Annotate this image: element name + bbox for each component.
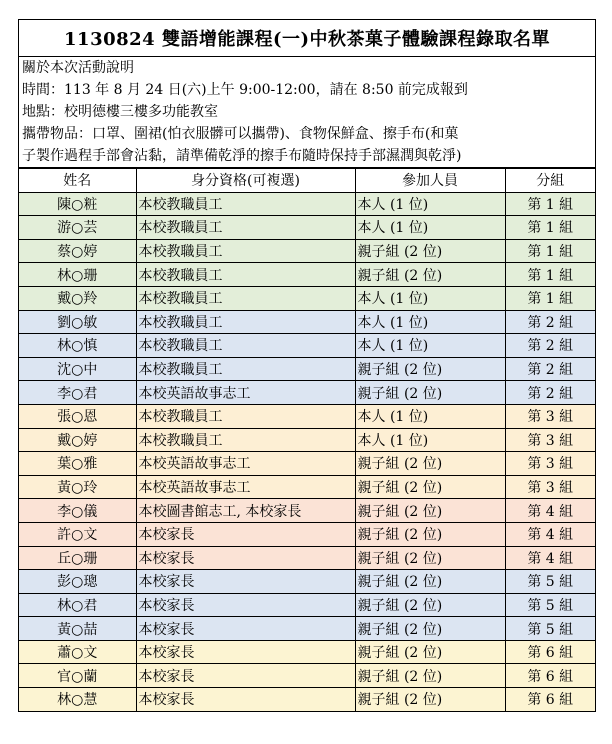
table-row bbox=[19, 593, 595, 617]
cell-participants: 親子組 (2 位) bbox=[355, 499, 505, 523]
cell-participants: 本人 (1 位) bbox=[355, 286, 505, 310]
cell-participants: 親子組 (2 位) bbox=[355, 522, 505, 546]
cell-group: 第 3 組 bbox=[505, 475, 595, 499]
cell-name: 沈○中 bbox=[19, 357, 136, 381]
cell-qualification: 本校教職員工 bbox=[136, 286, 355, 310]
cell-name: 陳○粧 bbox=[19, 192, 136, 216]
table-row bbox=[19, 404, 595, 428]
cell-group: 第 1 組 bbox=[505, 192, 595, 216]
cell-participants: 親子組 (2 位) bbox=[355, 570, 505, 594]
cell-participants: 親子組 (2 位) bbox=[355, 688, 505, 711]
cell-name: 林○慧 bbox=[19, 688, 136, 711]
cell-participants: 本人 (1 位) bbox=[355, 310, 505, 334]
cell-qualification: 本校教職員工 bbox=[136, 192, 355, 216]
cell-qualification: 本校英語故事志工 bbox=[136, 452, 355, 476]
table-row bbox=[19, 452, 595, 476]
cell-name: 林○珊 bbox=[19, 263, 136, 287]
cell-qualification: 本校家長 bbox=[136, 593, 355, 617]
cell-qualification: 本校教職員工 bbox=[136, 334, 355, 358]
table-row bbox=[19, 688, 595, 711]
cell-group: 第 1 組 bbox=[505, 286, 595, 310]
cell-qualification: 本校教職員工 bbox=[136, 428, 355, 452]
cell-qualification: 本校英語故事志工 bbox=[136, 475, 355, 499]
info-items-line-1: 攜帶物品：口罩、圍裙(怕衣服髒可以攜帶)、食物保鮮盒、擦手布(和菓 bbox=[22, 126, 459, 142]
table-row bbox=[19, 664, 595, 688]
header-name: 姓名 bbox=[19, 169, 136, 193]
cell-qualification: 本校英語故事志工 bbox=[136, 381, 355, 405]
cell-group: 第 1 組 bbox=[505, 263, 595, 287]
cell-group: 第 2 組 bbox=[505, 310, 595, 334]
info-place: 地點：校明德樓三樓多功能教室 bbox=[22, 104, 218, 120]
table-row bbox=[19, 499, 595, 523]
table-header-row bbox=[19, 169, 595, 193]
cell-participants: 親子組 (2 位) bbox=[355, 593, 505, 617]
cell-qualification: 本校家長 bbox=[136, 617, 355, 641]
cell-group: 第 3 組 bbox=[505, 428, 595, 452]
cell-participants: 親子組 (2 位) bbox=[355, 617, 505, 641]
cell-participants: 親子組 (2 位) bbox=[355, 239, 505, 263]
cell-group: 第 3 組 bbox=[505, 404, 595, 428]
table-row bbox=[19, 546, 595, 570]
cell-name: 黃○喆 bbox=[19, 617, 136, 641]
activity-info bbox=[19, 57, 595, 168]
cell-qualification: 本校家長 bbox=[136, 522, 355, 546]
table-row bbox=[19, 570, 595, 594]
cell-group: 第 5 組 bbox=[505, 593, 595, 617]
cell-participants: 親子組 (2 位) bbox=[355, 381, 505, 405]
cell-group: 第 2 組 bbox=[505, 357, 595, 381]
cell-participants: 親子組 (2 位) bbox=[355, 357, 505, 381]
cell-qualification: 本校家長 bbox=[136, 570, 355, 594]
cell-group: 第 1 組 bbox=[505, 239, 595, 263]
cell-participants: 本人 (1 位) bbox=[355, 334, 505, 358]
table-row bbox=[19, 192, 595, 216]
table-row bbox=[19, 381, 595, 405]
cell-name: 林○慎 bbox=[19, 334, 136, 358]
table-row bbox=[19, 640, 595, 664]
cell-qualification: 本校家長 bbox=[136, 688, 355, 711]
cell-qualification: 本校家長 bbox=[136, 546, 355, 570]
roster-table bbox=[19, 168, 595, 711]
table-row bbox=[19, 334, 595, 358]
cell-qualification: 本校教職員工 bbox=[136, 310, 355, 334]
cell-participants: 本人 (1 位) bbox=[355, 428, 505, 452]
cell-group: 第 5 組 bbox=[505, 570, 595, 594]
cell-qualification: 本校圖書館志工, 本校家長 bbox=[136, 499, 355, 523]
cell-qualification: 本校家長 bbox=[136, 664, 355, 688]
table-row bbox=[19, 475, 595, 499]
cell-name: 戴○羚 bbox=[19, 286, 136, 310]
cell-group: 第 1 組 bbox=[505, 216, 595, 240]
cell-group: 第 6 組 bbox=[505, 688, 595, 711]
header-group: 分組 bbox=[505, 169, 595, 193]
cell-group: 第 4 組 bbox=[505, 546, 595, 570]
cell-qualification: 本校教職員工 bbox=[136, 239, 355, 263]
header-qualification: 身分資格(可複選) bbox=[136, 169, 355, 193]
cell-qualification: 本校教職員工 bbox=[136, 404, 355, 428]
cell-qualification: 本校教職員工 bbox=[136, 263, 355, 287]
cell-participants: 親子組 (2 位) bbox=[355, 664, 505, 688]
table-row bbox=[19, 522, 595, 546]
roster-sheet bbox=[18, 19, 596, 712]
cell-group: 第 3 組 bbox=[505, 452, 595, 476]
cell-name: 葉○雅 bbox=[19, 452, 136, 476]
cell-participants: 本人 (1 位) bbox=[355, 216, 505, 240]
table-row bbox=[19, 310, 595, 334]
page-title: 1130824 雙語增能課程(一)中秋茶菓子體驗課程錄取名單 bbox=[19, 20, 595, 57]
cell-qualification: 本校家長 bbox=[136, 640, 355, 664]
cell-participants: 親子組 (2 位) bbox=[355, 452, 505, 476]
cell-name: 劉○敏 bbox=[19, 310, 136, 334]
cell-name: 蔡○婷 bbox=[19, 239, 136, 263]
cell-group: 第 6 組 bbox=[505, 664, 595, 688]
header-participants: 參加人員 bbox=[355, 169, 505, 193]
cell-participants: 親子組 (2 位) bbox=[355, 475, 505, 499]
cell-group: 第 2 組 bbox=[505, 334, 595, 358]
cell-name: 丘○珊 bbox=[19, 546, 136, 570]
cell-participants: 親子組 (2 位) bbox=[355, 546, 505, 570]
table-row bbox=[19, 617, 595, 641]
cell-participants: 本人 (1 位) bbox=[355, 404, 505, 428]
cell-name: 游○芸 bbox=[19, 216, 136, 240]
table-row bbox=[19, 263, 595, 287]
cell-name: 官○蘭 bbox=[19, 664, 136, 688]
cell-name: 李○儀 bbox=[19, 499, 136, 523]
info-heading: 關於本次活動說明 bbox=[22, 60, 134, 76]
cell-qualification: 本校教職員工 bbox=[136, 357, 355, 381]
table-row bbox=[19, 286, 595, 310]
info-items-line-2: 子製作過程手部會沾黏，請準備乾淨的擦手布隨時保持手部濕潤與乾淨) bbox=[19, 145, 595, 168]
cell-name: 彭○璁 bbox=[19, 570, 136, 594]
cell-group: 第 6 組 bbox=[505, 640, 595, 664]
cell-qualification: 本校教職員工 bbox=[136, 216, 355, 240]
cell-participants: 親子組 (2 位) bbox=[355, 263, 505, 287]
cell-participants: 親子組 (2 位) bbox=[355, 640, 505, 664]
cell-group: 第 2 組 bbox=[505, 381, 595, 405]
cell-name: 戴○婷 bbox=[19, 428, 136, 452]
info-time: 時間：113 年 8 月 24 日(六)上午 9:00-12:00，請在 8:50 前完成報到 bbox=[22, 82, 468, 98]
cell-name: 張○恩 bbox=[19, 404, 136, 428]
cell-name: 林○君 bbox=[19, 593, 136, 617]
table-row bbox=[19, 428, 595, 452]
table-row bbox=[19, 357, 595, 381]
cell-name: 蕭○文 bbox=[19, 640, 136, 664]
table-row bbox=[19, 239, 595, 263]
cell-name: 李○君 bbox=[19, 381, 136, 405]
cell-group: 第 4 組 bbox=[505, 499, 595, 523]
cell-group: 第 4 組 bbox=[505, 522, 595, 546]
cell-participants: 本人 (1 位) bbox=[355, 192, 505, 216]
cell-name: 黃○玲 bbox=[19, 475, 136, 499]
cell-group: 第 5 組 bbox=[505, 617, 595, 641]
table-row bbox=[19, 216, 595, 240]
cell-name: 許○文 bbox=[19, 522, 136, 546]
